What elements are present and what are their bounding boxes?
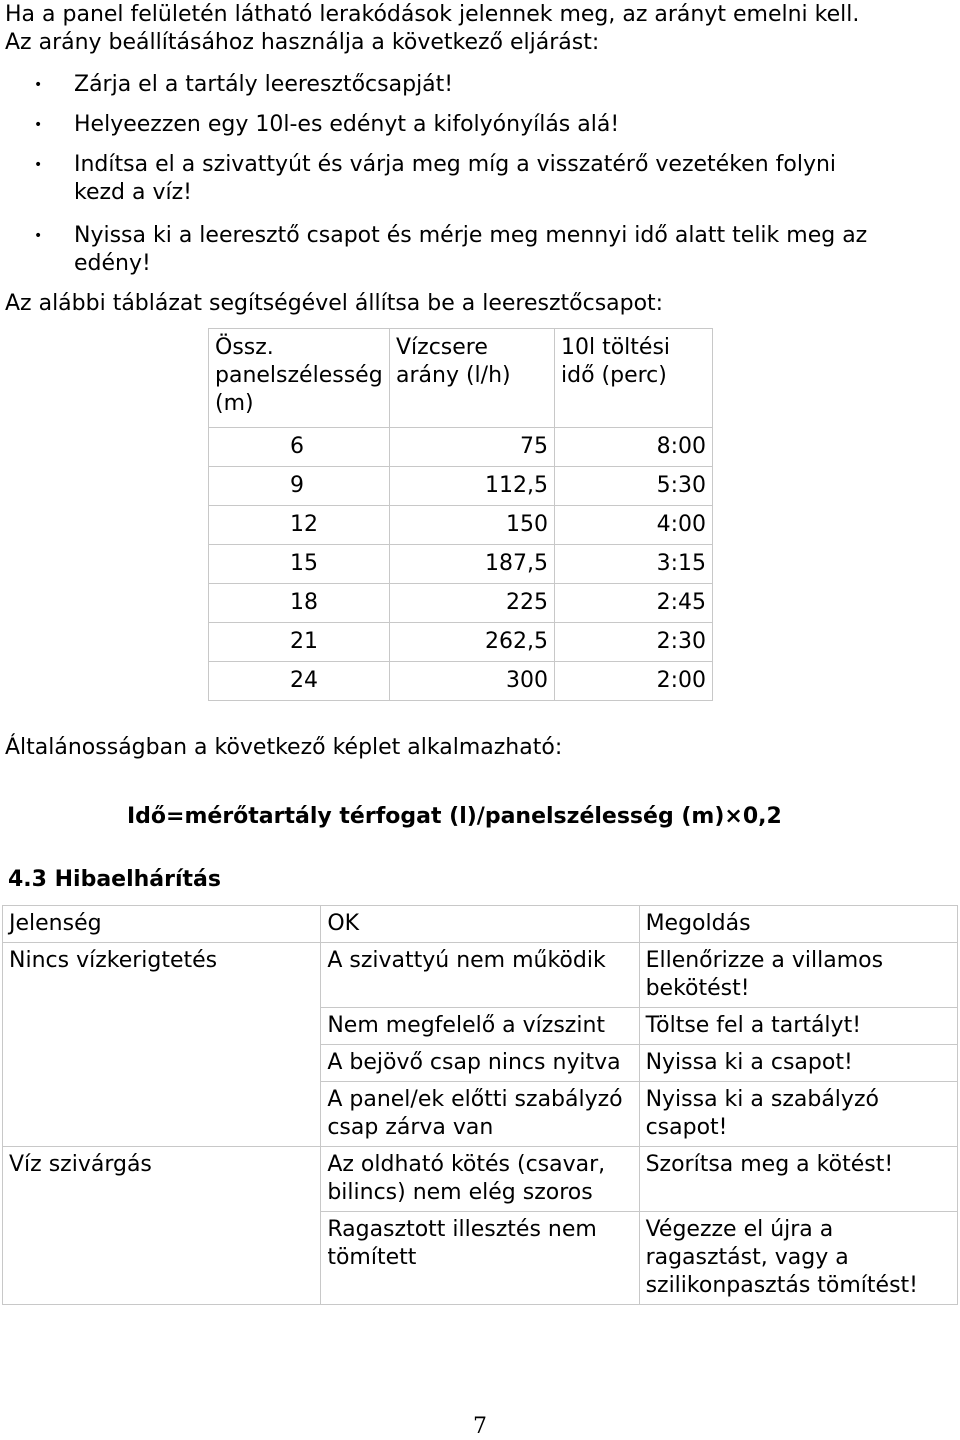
panel-width-cell: 21 (209, 623, 390, 662)
ratio-cell: 300 (390, 662, 555, 701)
step-4-line-1: Nyissa ki a leeresztő csapot és mérje meg mennyi idő alatt telik meg az (74, 223, 868, 248)
table-row (3, 1008, 958, 1045)
fill-time-cell: 8:00 (555, 428, 713, 467)
table-row (3, 1045, 958, 1082)
table-row (209, 662, 713, 701)
panel-width-cell: 9 (209, 467, 390, 506)
header-panel-width-line-3: (m) (215, 391, 254, 416)
table-row (3, 943, 958, 1008)
header-panel-width-line-2: panelszélesség (215, 363, 383, 388)
step-4-line-2: edény! (74, 251, 151, 276)
fill-time-cell: 2:00 (555, 662, 713, 701)
header-cause: OK (321, 906, 639, 943)
symptom-cell: Víz szivárgás (3, 1147, 321, 1212)
symptom-cell (3, 1045, 321, 1082)
symptom-cell (3, 1082, 321, 1147)
table-intro: Az alábbi táblázat segítségével állítsa be a leeresztőcsapot: (5, 291, 664, 316)
table-row (3, 1212, 958, 1305)
header-solution: Megoldás (639, 906, 957, 943)
header-exchange-ratio-line-1: Vízcsere (396, 335, 488, 360)
step-2: Helyeezzen egy 10l-es edényt a kifolyónyílás alá! (74, 112, 620, 137)
section-heading: 4.3 Hibaelhárítás (8, 867, 221, 892)
header-fill-time-line-1: 10l töltési (561, 335, 671, 360)
troubleshooting-header (3, 906, 958, 943)
ratio-cell: 187,5 (390, 545, 555, 584)
bullet-1: • (34, 77, 43, 93)
panel-width-cell: 6 (209, 428, 390, 467)
formula-intro: Általánosságban a következő képlet alkalmazható: (5, 735, 563, 760)
table-row (209, 428, 713, 467)
symptom-cell: Nincs vízkerigtetés (3, 943, 321, 1008)
table-row (3, 1082, 958, 1147)
cause-cell: A panel/ek előtti szabályzó csap zárva van (321, 1082, 639, 1147)
cause-cell: Nem megfelelő a vízszint (321, 1008, 639, 1045)
ratio-cell: 75 (390, 428, 555, 467)
fill-time-cell: 5:30 (555, 467, 713, 506)
table-row (209, 467, 713, 506)
table-row (209, 545, 713, 584)
solution-cell: Szorítsa meg a kötést! (639, 1147, 957, 1212)
header-panel-width (209, 329, 390, 428)
ratio-cell: 150 (390, 506, 555, 545)
table-row (209, 623, 713, 662)
step-3-line-1: Indítsa el a szivattyút és várja meg míg a visszatérő vezetéken folyni (74, 152, 837, 177)
ratio-table-header (209, 329, 713, 428)
intro-line-1: Ha a panel felületén látható lerakódások jelennek meg, az arányt emelni kell. (5, 2, 860, 27)
bullet-3: • (34, 157, 43, 173)
solution-cell: Végezze el újra a ragasztást, vagy a szilikonpasztás tömítést! (639, 1212, 957, 1305)
panel-width-cell: 12 (209, 506, 390, 545)
table-row (209, 506, 713, 545)
table-row (209, 584, 713, 623)
cause-cell: A bejövő csap nincs nyitva (321, 1045, 639, 1082)
step-3-line-2: kezd a víz! (74, 180, 192, 205)
header-symptom: Jelenség (3, 906, 321, 943)
fill-time-cell: 2:30 (555, 623, 713, 662)
bullet-2: • (34, 117, 43, 133)
bullet-4: • (34, 228, 43, 244)
fill-time-cell: 4:00 (555, 506, 713, 545)
panel-width-cell: 18 (209, 584, 390, 623)
symptom-cell (3, 1212, 321, 1305)
fill-time-cell: 2:45 (555, 584, 713, 623)
solution-cell: Töltse fel a tartályt! (639, 1008, 957, 1045)
header-fill-time-line-2: idő (perc) (561, 363, 667, 388)
solution-cell: Nyissa ki a csapot! (639, 1045, 957, 1082)
formula: Idő=mérőtartály térfogat (l)/panelszélesség (m)×0,2 (127, 804, 782, 829)
cause-cell: Az oldható kötés (csavar, bilincs) nem elég szoros (321, 1147, 639, 1212)
header-exchange-ratio-line-2: arány (l/h) (396, 363, 511, 388)
panel-width-cell: 15 (209, 545, 390, 584)
panel-width-cell: 24 (209, 662, 390, 701)
ratio-cell: 225 (390, 584, 555, 623)
fill-time-cell: 3:15 (555, 545, 713, 584)
page-number: 7 (473, 1414, 487, 1439)
header-panel-width-line-1: Össz. (215, 335, 274, 360)
ratio-table (208, 328, 713, 701)
troubleshooting-table (2, 905, 958, 1305)
step-1: Zárja el a tartály leeresztőcsapját! (74, 72, 454, 97)
cause-cell: A szivattyú nem működik (321, 943, 639, 1008)
intro-line-2: Az arány beállításához használja a következő eljárást: (5, 30, 600, 55)
header-fill-time (555, 329, 713, 428)
cause-cell: Ragasztott illesztés nem tömített (321, 1212, 639, 1305)
ratio-cell: 262,5 (390, 623, 555, 662)
header-exchange-ratio (390, 329, 555, 428)
table-row (3, 1147, 958, 1212)
solution-cell: Nyissa ki a szabályzó csapot! (639, 1082, 957, 1147)
ratio-cell: 112,5 (390, 467, 555, 506)
solution-cell: Ellenőrizze a villamos bekötést! (639, 943, 957, 1008)
symptom-cell (3, 1008, 321, 1045)
